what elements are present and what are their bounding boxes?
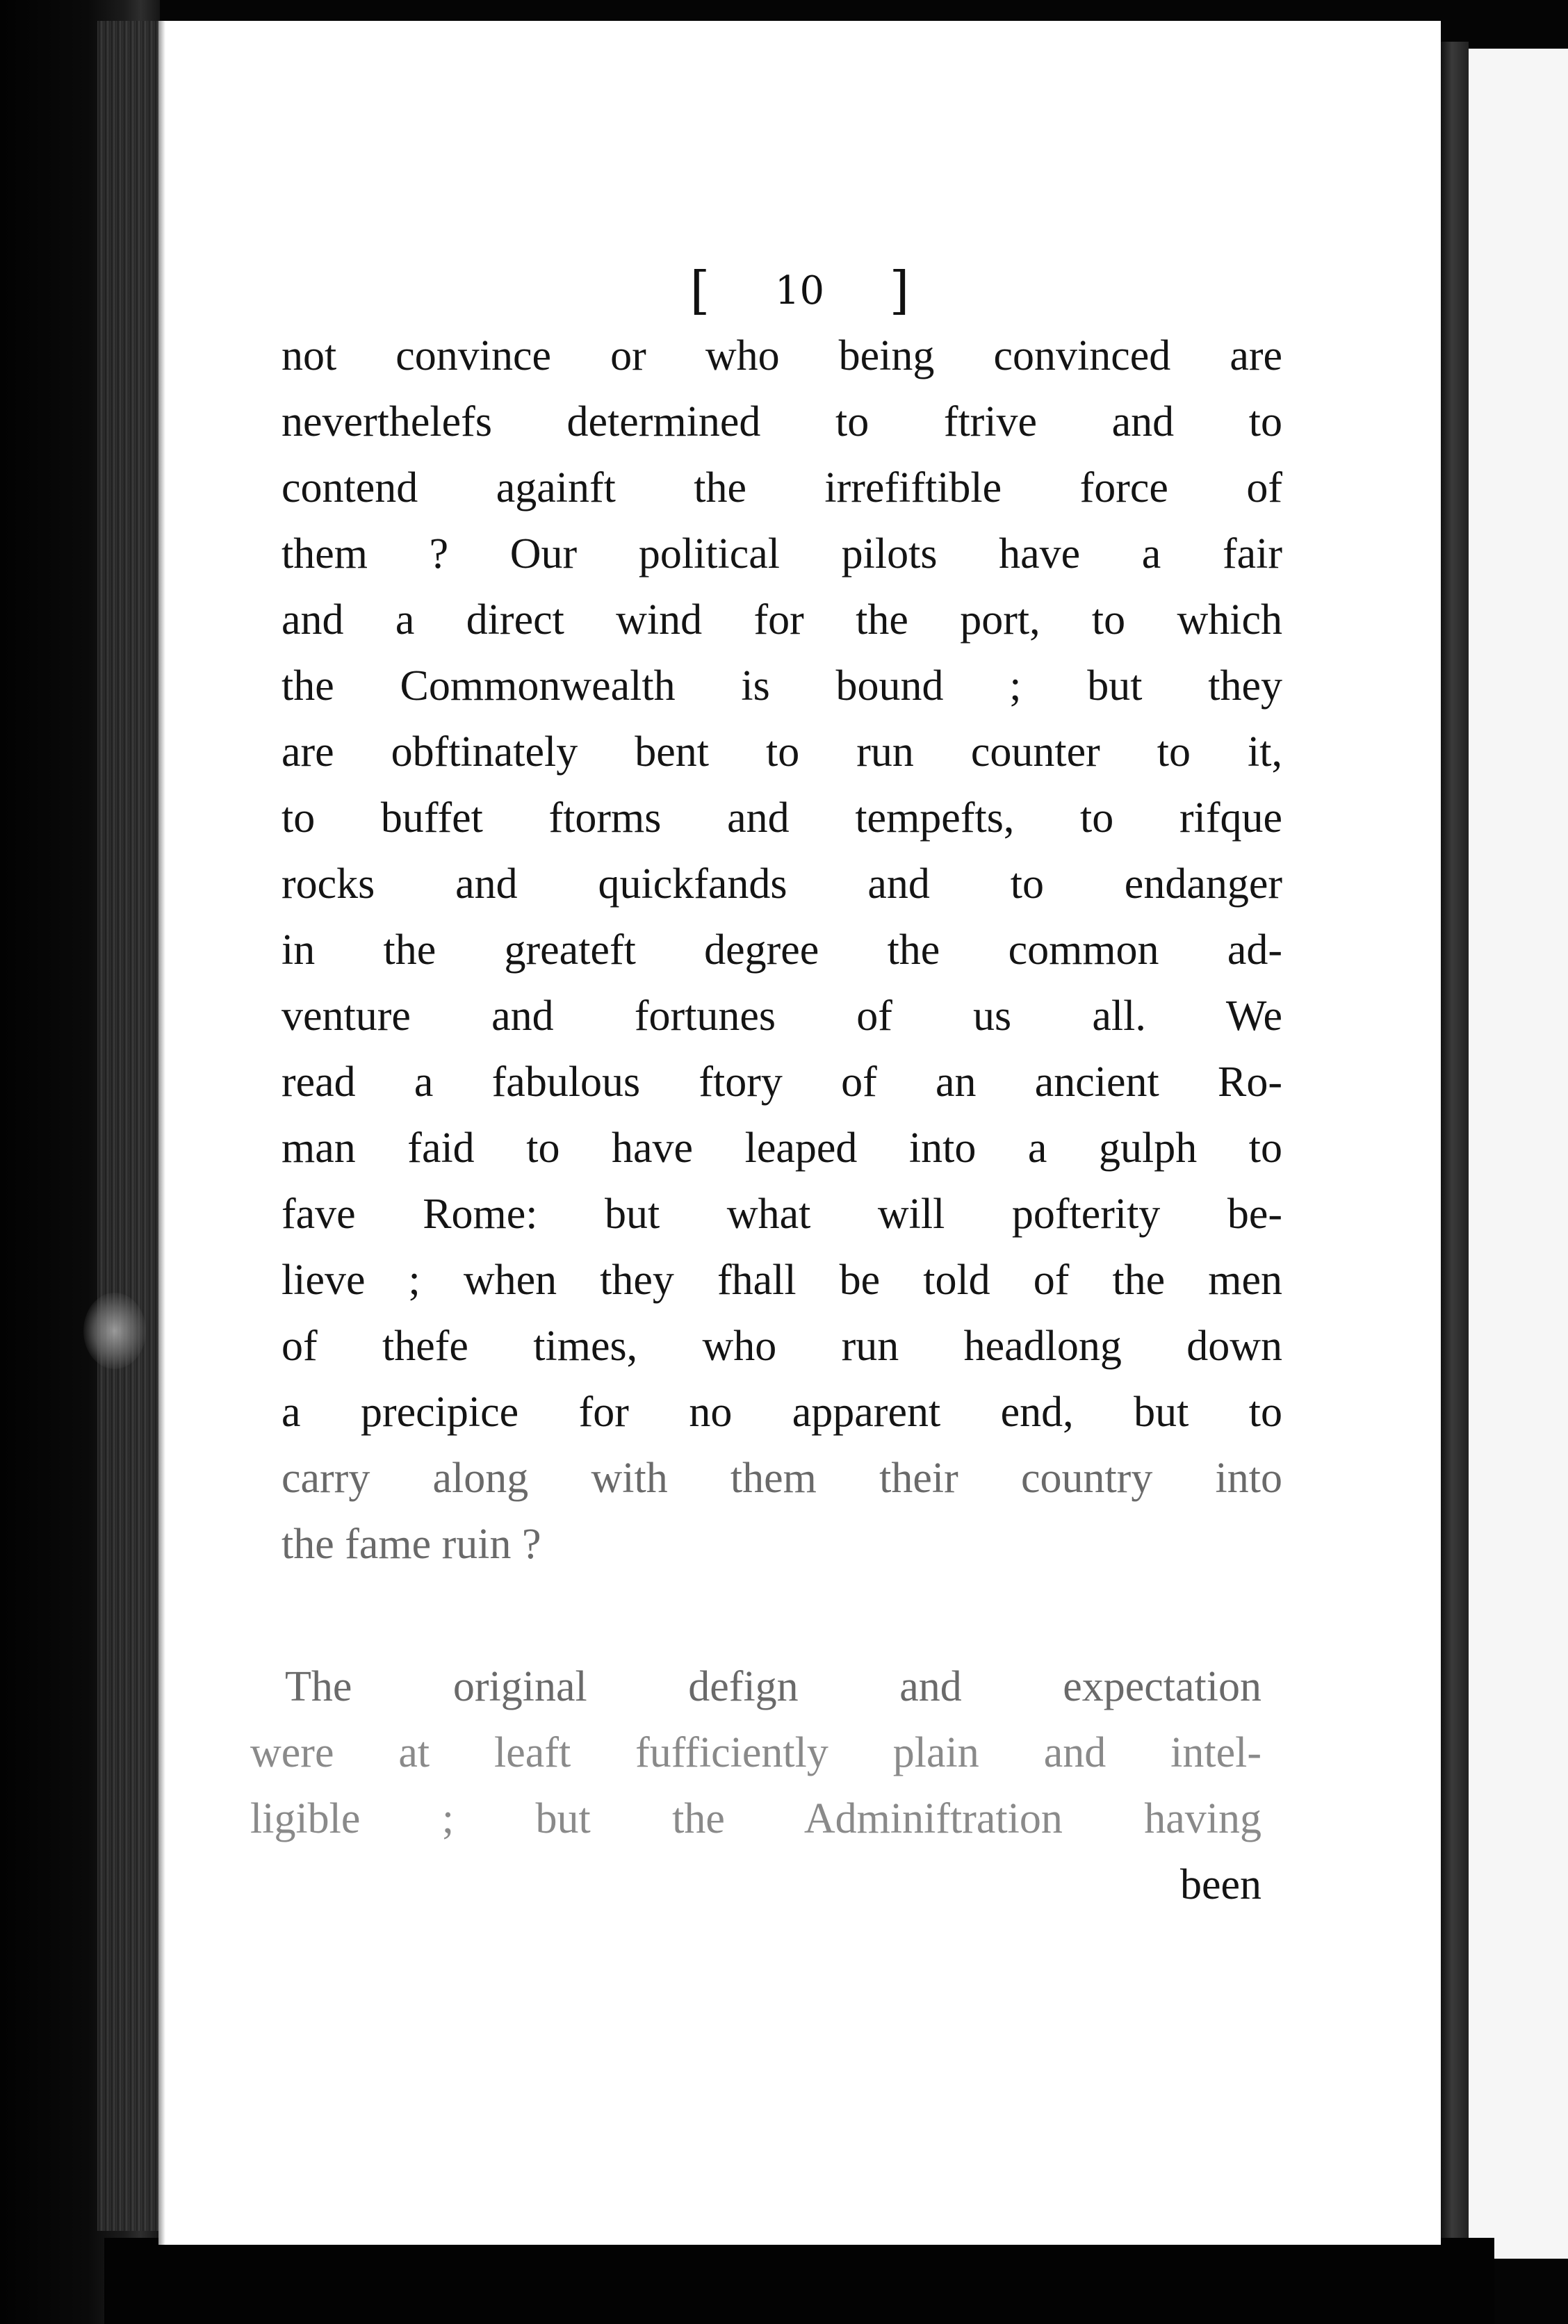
text-line: man faid to have leaped into a gulph to: [281, 1124, 1282, 1172]
facing-page-edge: [1469, 49, 1568, 2259]
page-gutter-shadow: [158, 21, 165, 2245]
text-line: ligible ; but the Adminiftration having: [250, 1795, 1261, 1842]
text-line: rocks and quickfands and to endanger: [281, 860, 1282, 908]
facing-page-gutter: [1441, 42, 1469, 2245]
text-line: were at leaft fufficiently plain and intel-: [250, 1729, 1261, 1776]
text-line: The original defign and expectation: [285, 1663, 1261, 1710]
paragraph-1: [281, 323, 1282, 1578]
text-line: the fame ruin ?: [281, 1521, 541, 1568]
text-line: them ? Our political pilots have a fair: [281, 530, 1282, 578]
text-line: the Commonwealth is bound ; but they: [281, 662, 1282, 710]
text-line: of thefe times, who run headlong down: [281, 1323, 1282, 1370]
text-line: are obftinately bent to run counter to it,: [281, 728, 1282, 776]
text-line: carry along with them their country into: [281, 1455, 1282, 1502]
page-edges: [97, 21, 160, 2231]
text-line: neverthelefs determined to ftrive and to: [281, 398, 1282, 445]
catchword: been: [1179, 1861, 1261, 1908]
page-header: [158, 261, 1441, 320]
text-line: in the greateft degree the common ad-: [281, 926, 1282, 974]
header-close-bracket: ]: [889, 261, 910, 320]
text-line: read a fabulous ftory of an ancient Ro-: [281, 1058, 1282, 1106]
text-line: a precipice for no apparent end, but to: [281, 1389, 1282, 1436]
text-line: fave Rome: but what will pofterity be-: [281, 1190, 1282, 1238]
text-line: and a direct wind for the port, to which: [281, 596, 1282, 644]
text-line: contend againft the irrefiftible force of: [281, 464, 1282, 512]
text-line: not convince or who being convinced are: [281, 332, 1282, 379]
scan-smudge: [83, 1293, 146, 1369]
paragraph-2: [250, 1654, 1261, 1918]
text-line: venture and fortunes of us all. We: [281, 992, 1282, 1040]
text-line: lieve ; when they fhall be told of the men: [281, 1257, 1282, 1304]
bottom-edge: [104, 2238, 1494, 2324]
text-line: to buffet ftorms and tempefts, to rifque: [281, 794, 1282, 842]
page-number: 10: [774, 268, 825, 313]
header-open-bracket: [: [689, 261, 710, 320]
